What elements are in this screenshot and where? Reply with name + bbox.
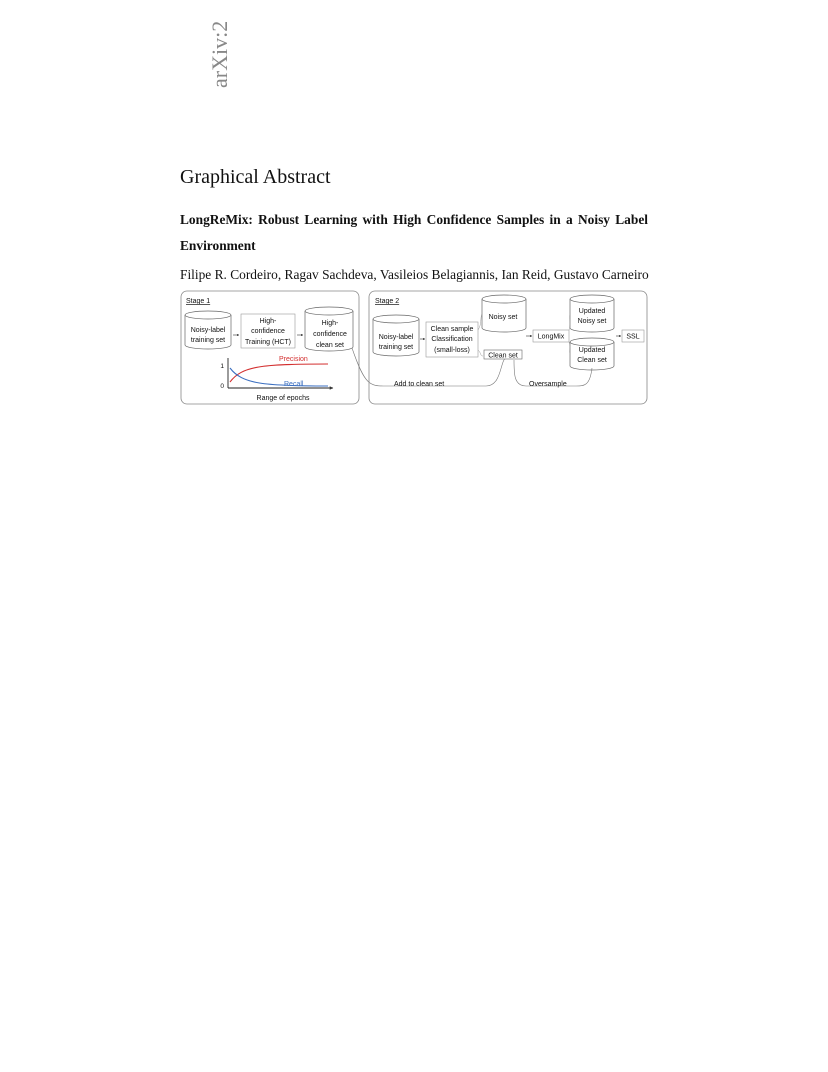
clean-set-label: Clean set bbox=[488, 352, 518, 360]
ssl-box bbox=[622, 330, 644, 342]
plot-y-tick-0: 0 bbox=[220, 383, 224, 390]
plot-x-label: Range of epochs bbox=[256, 395, 310, 402]
longmix-label: LongMix bbox=[537, 333, 565, 341]
noisy-set-cylinder bbox=[482, 295, 526, 332]
arxiv-stamp-text: arXiv:2 bbox=[207, 20, 232, 88]
arxiv-stamp bbox=[203, 0, 233, 92]
hct-line3: Training (HCT) bbox=[244, 339, 292, 346]
clean-set-line3: clean set bbox=[315, 342, 345, 349]
longmix-box bbox=[533, 330, 569, 342]
branch-to-clean-set bbox=[478, 350, 483, 356]
paper-title: LongReMix: Robust Learning with High Confidence Samples in a Noisy Label Environment bbox=[180, 212, 648, 253]
stage1-noisy-label-line1: Noisy-label bbox=[190, 327, 226, 334]
graphical-abstract-figure bbox=[180, 290, 648, 406]
precision-recall-plot bbox=[220, 356, 333, 402]
recall-label: Recall bbox=[284, 381, 304, 388]
clean-set-line1: High- bbox=[321, 320, 339, 327]
clean-sample-classification-box bbox=[426, 322, 478, 357]
clean-set-line2: confidence bbox=[313, 331, 347, 338]
ssl-label: SSL bbox=[626, 333, 640, 341]
stage1-noisy-dataset-cylinder bbox=[185, 311, 231, 349]
plot-y-tick-1: 1 bbox=[220, 363, 224, 370]
hct-line1: High- bbox=[259, 318, 277, 325]
updated-clean-line1: Updated bbox=[578, 347, 606, 354]
updated-noisy-line2: Noisy set bbox=[577, 318, 607, 325]
classify-line1: Clean sample bbox=[430, 326, 474, 333]
stage1-label: Stage 1 bbox=[186, 298, 211, 305]
classify-line3: (small-loss) bbox=[434, 347, 470, 354]
section-heading: Graphical Abstract bbox=[180, 166, 331, 188]
updated-clean-line2: Clean set bbox=[577, 357, 607, 364]
high-confidence-clean-set-cylinder bbox=[305, 307, 353, 351]
hct-line2: confidence bbox=[251, 328, 285, 335]
stage2-noisy-label-line2: training set bbox=[378, 344, 414, 351]
author-list: Filipe R. Cordeiro, Ragav Sachdeva, Vasileios Belagiannis, Ian Reid, Gustavo Carneiro bbox=[180, 267, 649, 282]
noisy-set-label: Noisy set bbox=[488, 314, 518, 321]
updated-noisy-set-cylinder bbox=[570, 295, 614, 332]
classify-line2: Classification bbox=[431, 336, 473, 343]
clean-set-node bbox=[484, 350, 522, 360]
add-to-clean-label: Add to clean set bbox=[394, 381, 445, 388]
stage2-noisy-dataset-cylinder bbox=[373, 315, 419, 356]
updated-clean-set-cylinder bbox=[570, 338, 614, 370]
stage2-label: Stage 2 bbox=[375, 298, 400, 305]
hct-process-box bbox=[241, 314, 295, 348]
stage2-noisy-label-line1: Noisy-label bbox=[378, 334, 414, 341]
stage1-noisy-label-line2: training set bbox=[190, 337, 226, 344]
oversample-label: Oversample bbox=[529, 381, 567, 388]
updated-noisy-line1: Updated bbox=[578, 308, 606, 315]
precision-label: Precision bbox=[279, 356, 308, 363]
branch-to-noisy-set bbox=[478, 314, 482, 330]
